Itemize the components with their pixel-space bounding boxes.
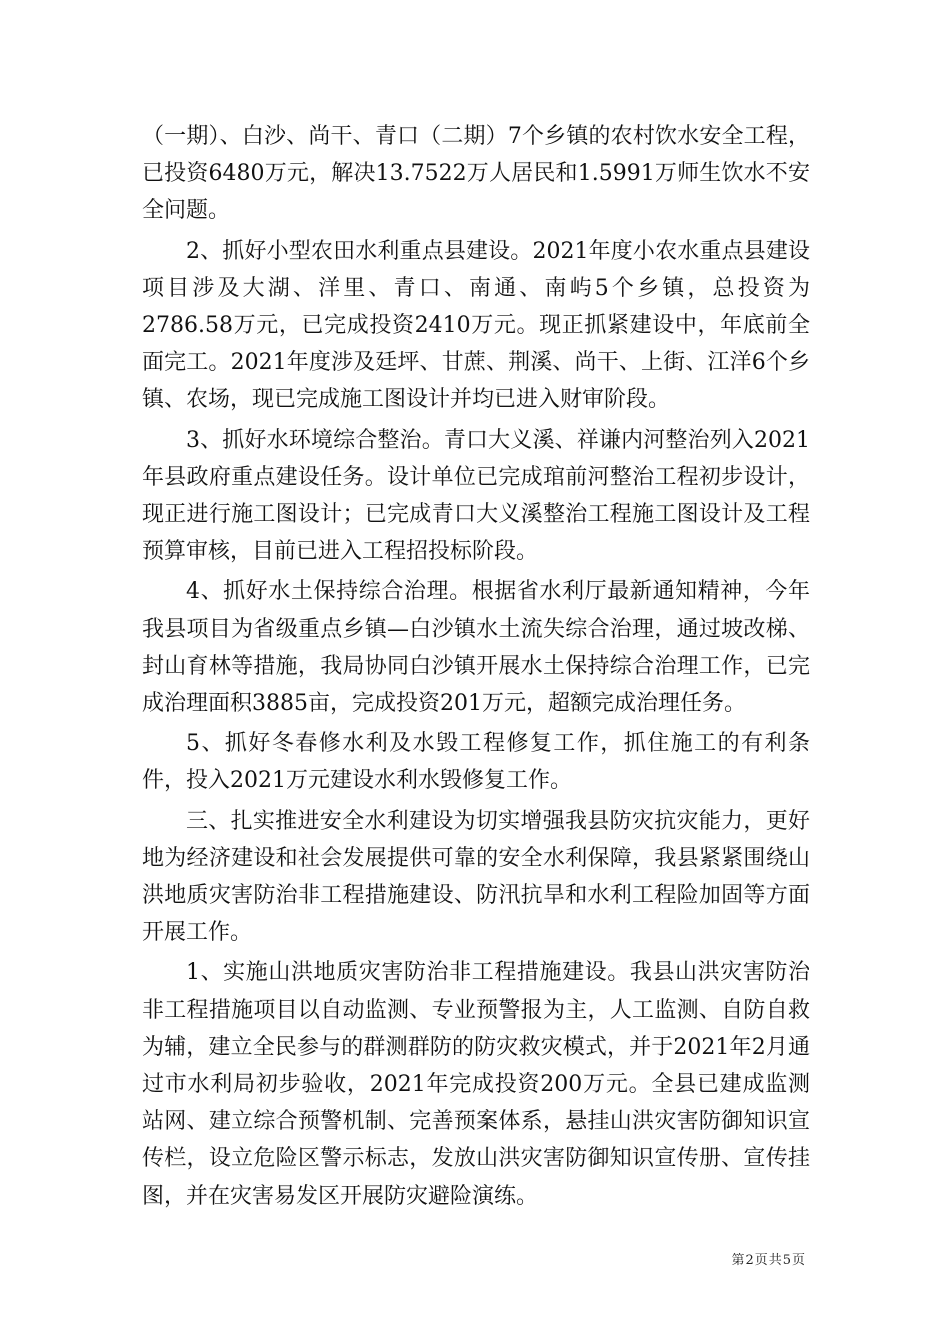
paragraph-section-3: 三、扎实推进安全水利建设为切实增强我县防灾抗灾能力，更好地为经济建设和社会发展提供可靠的安全水利保障，我县紧紧围绕山洪地质灾害防治非工程措施建设、防汛抗旱和水利工程险加固等方面开展工作。 bbox=[142, 808, 810, 946]
paragraph-item-2: 2、抓好小型农田水利重点县建设。2021年度小农水重点县建设项目涉及大湖、洋里、青口、南通、南屿5个乡镇，总投资为2786.58万元，已完成投资2410万元。现正抓紧建设中，年底前全面完工。2021年度涉及廷坪、甘蔗、荆溪、尚干、上街、江洋6个乡镇、农场，现已完成施工图设计并均已进入财审阶段。 bbox=[142, 238, 810, 413]
paragraph-item-3: 3、抓好水环境综合整治。青口大义溪、祥谦内河整治列入2021年县政府重点建设任务。设计单位已完成琯前河整治工程初步设计，现正进行施工图设计；已完成青口大义溪整治工程施工图设计及工程预算审核，目前已进入工程招投标阶段。 bbox=[142, 427, 810, 565]
document-body bbox=[142, 118, 810, 1215]
page-number: 第2页共5页 bbox=[731, 1253, 806, 1268]
paragraph-item-5: 5、抓好冬春修水利及水毁工程修复工作，抓住施工的有利条件，投入2021万元建设水利水毁修复工作。 bbox=[142, 731, 810, 794]
paragraph-item-1: 1、实施山洪地质灾害防治非工程措施建设。我县山洪灾害防治非工程措施项目以自动监测、专业预警报为主，人工监测、自防自救为辅，建立全民参与的群测群防的防灾救灾模式，并于2021年2月通过市水利局初步验收，2021年完成投资200万元。全县已建成监测站网、建立综合预警机制、完善预案体系，悬挂山洪灾害防御知识宣传栏，设立危险区警示标志，发放山洪灾害防御知识宣传册、宣传挂图，并在灾害易发区开展防灾避险演练。 bbox=[142, 960, 810, 1209]
paragraph-continuation: （一期）、白沙、尚干、青口（二期）7个乡镇的农村饮水安全工程，已投资6480万元，解决13.7522万人居民和1.5991万师生饮水不安全问题。 bbox=[142, 124, 810, 224]
paragraph-item-4: 4、抓好水土保持综合治理。根据省水利厅最新通知精神，今年我县项目为省级重点乡镇—白沙镇水土流失综合治理，通过坡改梯、封山育林等措施，我局协同白沙镇开展水土保持综合治理工作，已完成治理面积3885亩，完成投资201万元，超额完成治理任务。 bbox=[142, 579, 810, 717]
